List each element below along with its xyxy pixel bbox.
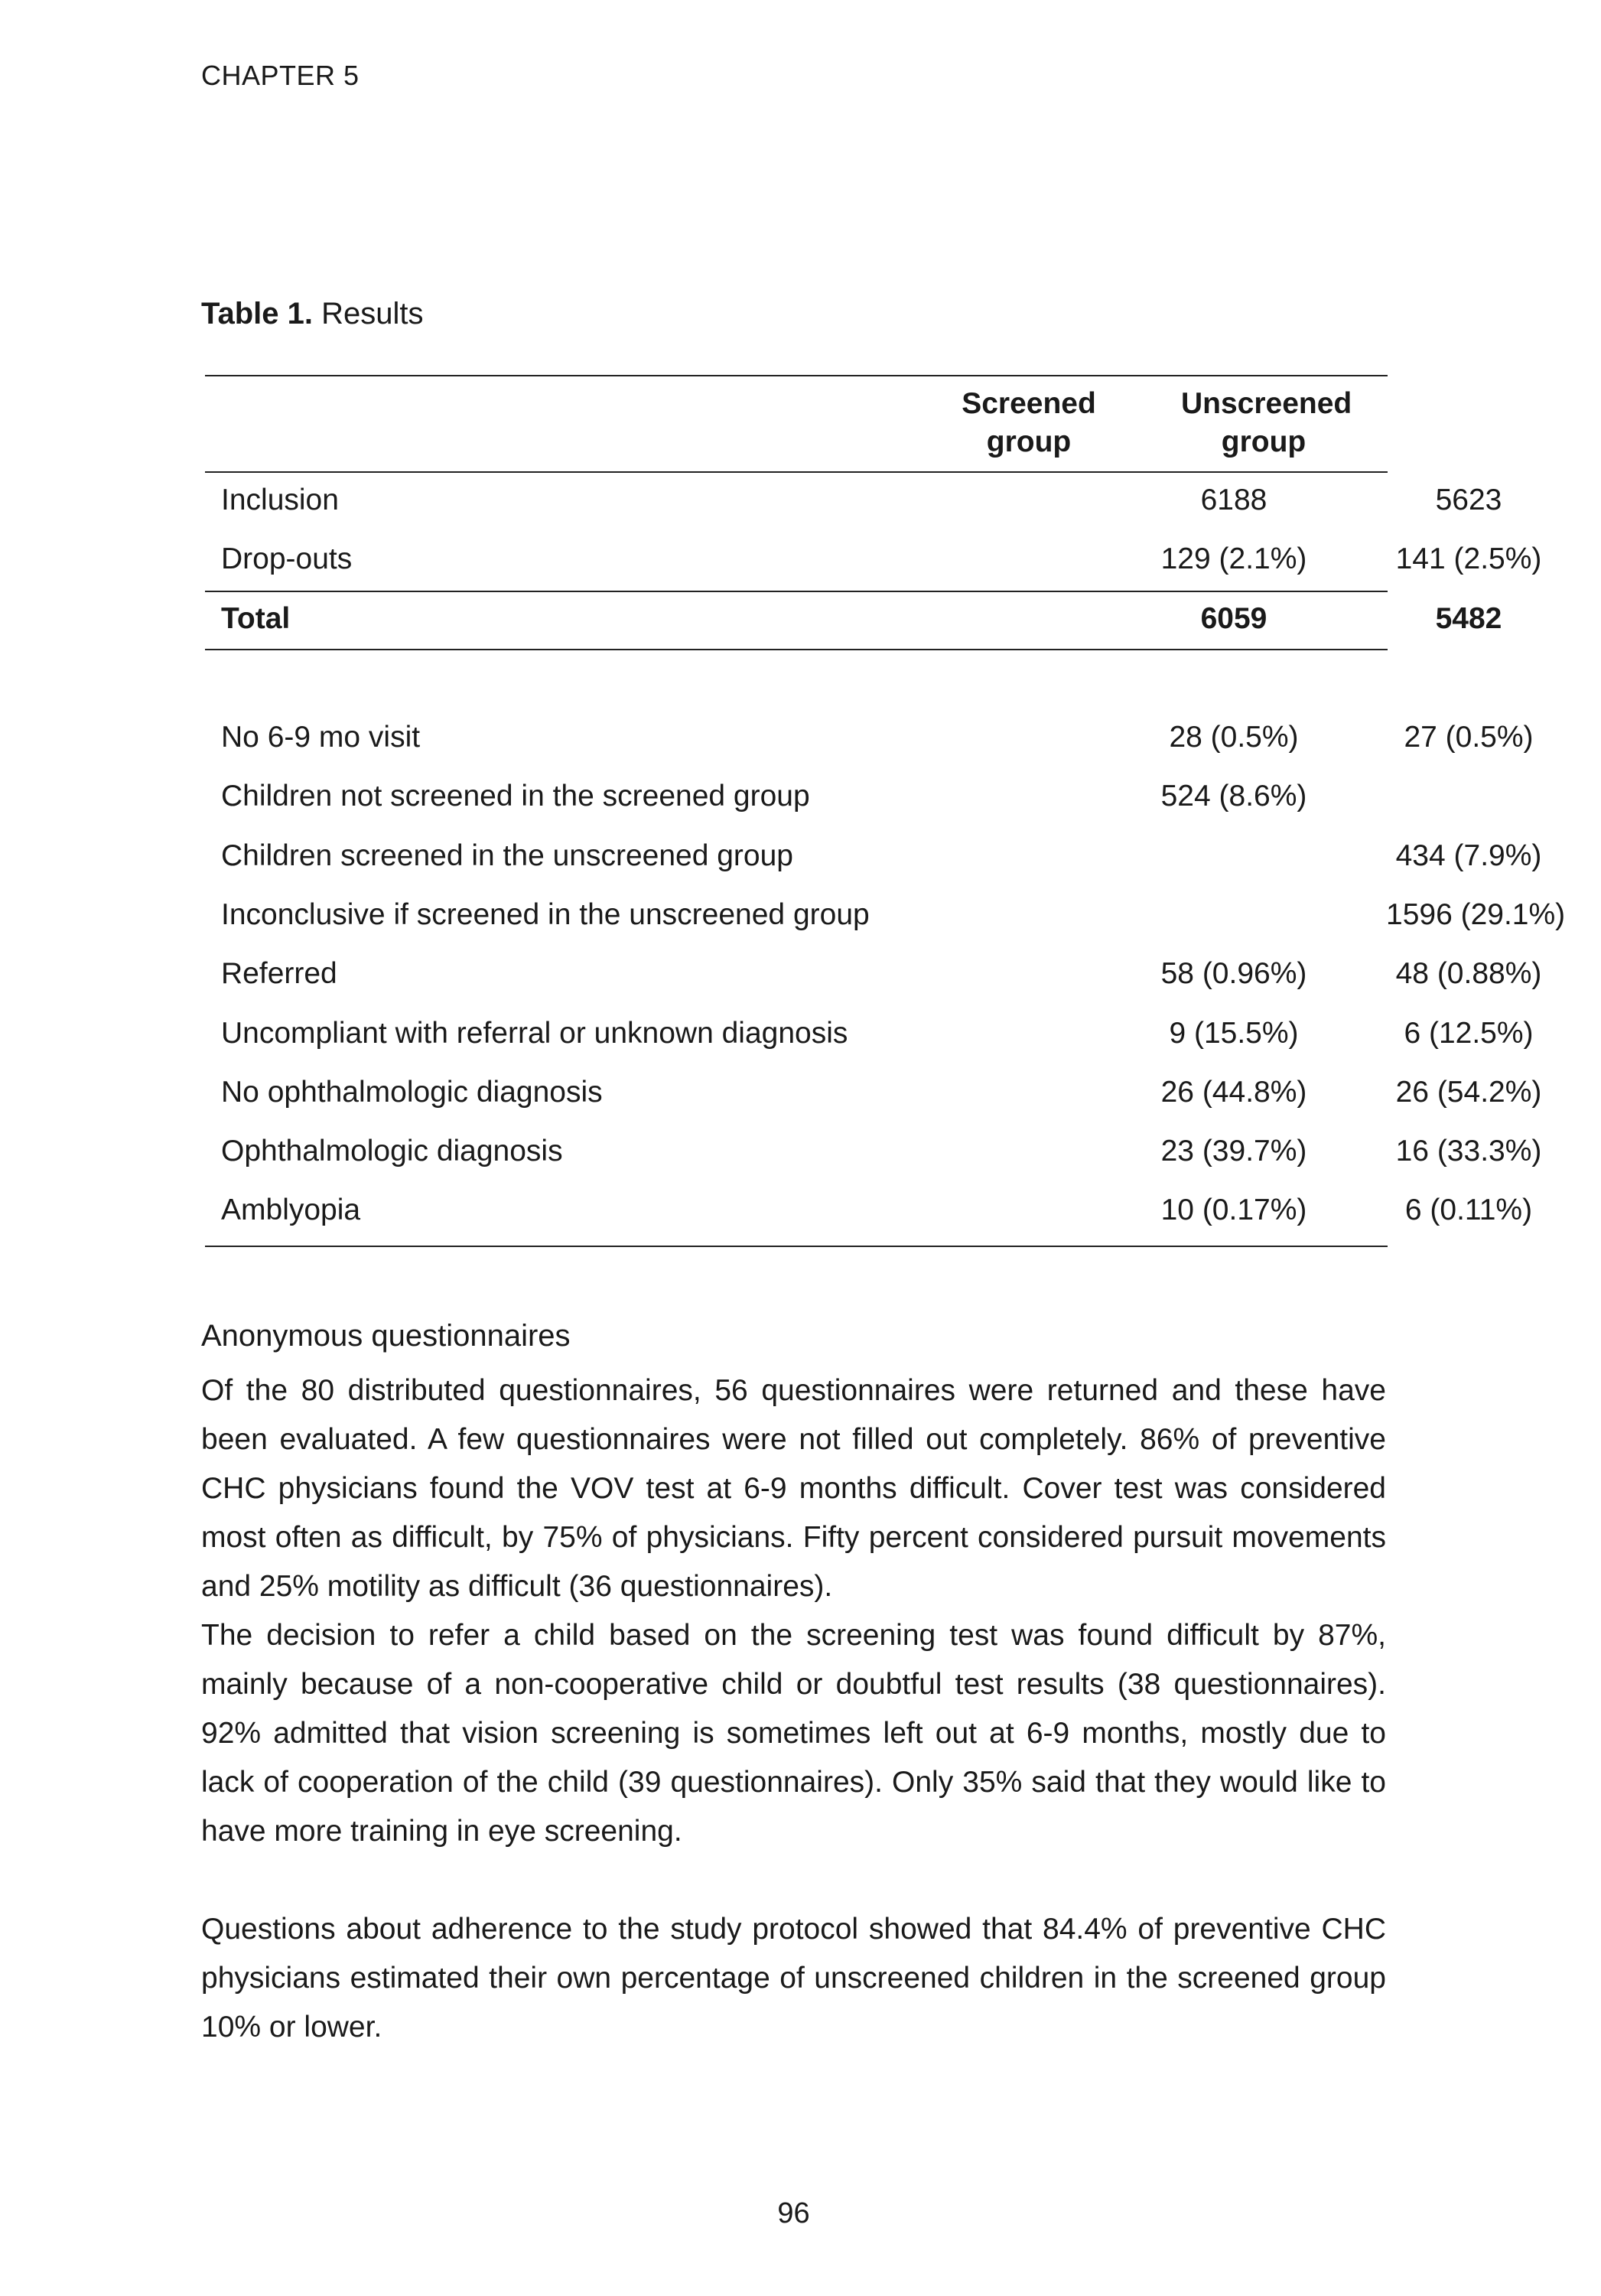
cell-unscreened: 1596 (29.1%) <box>1386 897 1566 931</box>
cell-unscreened: 5482 <box>1435 602 1502 635</box>
page-number: 96 <box>777 2197 810 2229</box>
table-row <box>205 710 1534 769</box>
total-bottom-rule <box>205 649 1388 650</box>
row-label: Total <box>221 602 291 635</box>
cell-unscreened: 27 (0.5%) <box>1404 721 1534 754</box>
table-caption-label: Table 1. <box>201 297 313 331</box>
row-label: Drop-outs <box>221 542 353 576</box>
table-row <box>205 532 1542 591</box>
cell-unscreened: 6 (12.5%) <box>1404 1016 1534 1050</box>
chapter-header: CHAPTER 5 <box>201 60 360 91</box>
cell-screened: 58 (0.96%) <box>1160 957 1307 991</box>
table-row <box>205 887 1566 946</box>
table-row <box>205 946 1542 1005</box>
cell-screened: 524 (8.6%) <box>1160 780 1307 813</box>
cell-screened: 23 (39.7%) <box>1160 1135 1307 1168</box>
cell-screened: 6188 <box>1200 484 1267 516</box>
paragraph: Questions about adherence to the study protocol showed that 84.4% of preventive CHC physicians estimated their own percentage of unscreened children in the screened group 10% or lower. <box>201 1913 1386 2044</box>
table-row-total <box>205 591 1502 650</box>
table-row <box>205 473 1502 532</box>
row-label: No ophthalmologic diagnosis <box>221 1075 603 1109</box>
table-row <box>205 1006 1534 1065</box>
cell-screened: 28 (0.5%) <box>1169 721 1299 754</box>
row-label: No 6-9 mo visit <box>221 721 421 754</box>
row-label: Inclusion <box>221 484 339 516</box>
cell-unscreened: 16 (33.3%) <box>1395 1135 1542 1168</box>
table-row <box>205 769 1388 828</box>
table-row <box>205 1124 1542 1183</box>
row-label: Children not screened in the screened group <box>221 780 810 813</box>
cell-unscreened: 26 (54.2%) <box>1395 1075 1542 1109</box>
table-caption <box>201 297 424 331</box>
table-bottom-rule <box>205 1246 1388 1247</box>
cell-screened: 26 (44.8%) <box>1160 1075 1307 1109</box>
cell-unscreened: 141 (2.5%) <box>1395 542 1542 576</box>
cell-screened: 9 (15.5%) <box>1169 1016 1299 1050</box>
column-header-unscreened: Unscreened group <box>1181 387 1352 458</box>
table-row <box>205 1183 1533 1242</box>
row-label: Amblyopia <box>221 1194 361 1227</box>
row-label: Children screened in the unscreened group <box>221 839 793 872</box>
cell-unscreened: 6 (0.11%) <box>1404 1194 1533 1227</box>
column-header-screened: Screened group <box>962 387 1096 458</box>
table-row <box>205 829 1542 887</box>
table-top-rule <box>205 375 1388 376</box>
cell-unscreened: 48 (0.88%) <box>1395 957 1542 991</box>
row-label: Inconclusive if screened in the unscreened group <box>221 897 870 931</box>
table-caption-text: Results <box>321 297 424 331</box>
row-label: Uncompliant with referral or unknown diagnosis <box>221 1016 848 1050</box>
cell-unscreened: 434 (7.9%) <box>1395 839 1542 872</box>
section-heading: Anonymous questionnaires <box>201 1319 571 1353</box>
row-label: Ophthalmologic diagnosis <box>221 1135 563 1168</box>
table-row <box>205 1065 1542 1124</box>
paragraph: Of the 80 distributed questionnaires, 56 questionnaires were returned and these have been evaluated. A few questionnaires were not filled out completely. 86% of preventive CHC physicians found the VOV test at 6-9 months difficult. Cover test was considered most often as difficult, by 75% of physicians. Fifty percent considered pursuit movements and 25% motility as difficult (36 questionnaires). <box>201 1374 1386 1603</box>
cell-screened: 6059 <box>1200 602 1267 635</box>
cell-screened: 129 (2.1%) <box>1160 542 1307 576</box>
cell-screened: 10 (0.17%) <box>1160 1194 1307 1227</box>
cell-unscreened: 5623 <box>1435 484 1502 516</box>
row-label: Referred <box>221 957 337 991</box>
paragraph: The decision to refer a child based on the screening test was found difficult by 87%, mainly because of a non-cooperative child or doubtful test results (38 questionnaires). 92% admitted that vision screening is sometimes left out at 6-9 months, mostly due to lack of cooperation of the child (39 questionnaires). Only 35% said that they would like to have more training in eye screening. <box>201 1619 1386 1848</box>
